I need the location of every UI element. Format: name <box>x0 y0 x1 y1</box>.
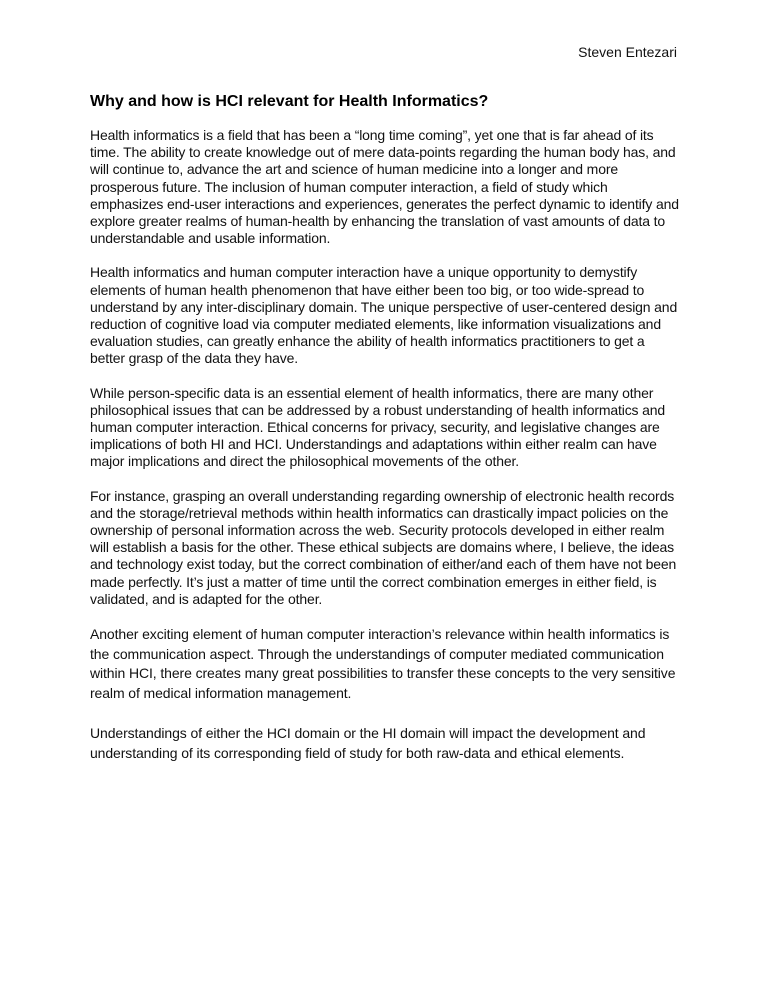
author-name: Steven Entezari <box>578 44 677 60</box>
document-title: Why and how is HCI relevant for Health Informatics? <box>90 93 489 110</box>
paragraph-4: For instance, grasping an overall understanding regarding ownership of electronic health records and the storage/retrieval methods within health informatics can drastically impact policies on the ownership of personal information across the web. Security protocols developed in either realm will establish a basis for the other. These ethical subjects are domains where, I believe, the ideas and technology exist today, but the correct combination of either/and each of them have not been made perfectly. It’s just a matter of time until the correct combination emerges in either field, is validated, and is adapted for the other. <box>90 487 677 607</box>
paragraph-6: Understandings of either the HCI domain or the HI domain will impact the development and understanding of its corresponding field of study for both raw-data and ethical elements. <box>90 725 646 761</box>
paragraph-2: Health informatics and human computer interaction have a unique opportunity to demystify elements of human health phenomenon that have either been too big, or too wide-spread to understand by any inter-disciplinary domain. The unique perspective of user-centered design and reduction of cognitive load via computer mediated elements, like information visualizations and evaluation studies, can greatly enhance the ability of health informatics practitioners to get a better grasp of the data they have. <box>90 264 678 367</box>
document-body <box>90 127 682 784</box>
paragraph-3: While person-specific data is an essential element of health informatics, there are many other philosophical issues that can be addressed by a robust understanding of health informatics and human computer interaction. Ethical concerns for privacy, security, and legislative changes are implications of both HI and HCI. Understandings and adaptations within either realm can have major implications and direct the philosophical movements of the other. <box>90 384 666 470</box>
paragraph-1: Health informatics is a field that has been a “long time coming”, yet one that is far ahead of its time. The ability to create knowledge out of mere data-points regarding the human body has, and will continue to, advance the art and science of human medicine into a longer and more prosperous future. The inclusion of human computer interaction, a field of study which emphasizes end-user interactions and experiences, generates the perfect dynamic to identify and explore greater realms of human-health by enhancing the translation of vast amounts of data to understandable and usable information. <box>90 127 679 247</box>
paragraph-5: Another exciting element of human computer interaction’s relevance within health informatics is the communication aspect. Through the understandings of computer mediated communication within HCI, there creates many great possibilities to transfer these concepts to the very sensitive realm of medical information management. <box>90 626 676 701</box>
